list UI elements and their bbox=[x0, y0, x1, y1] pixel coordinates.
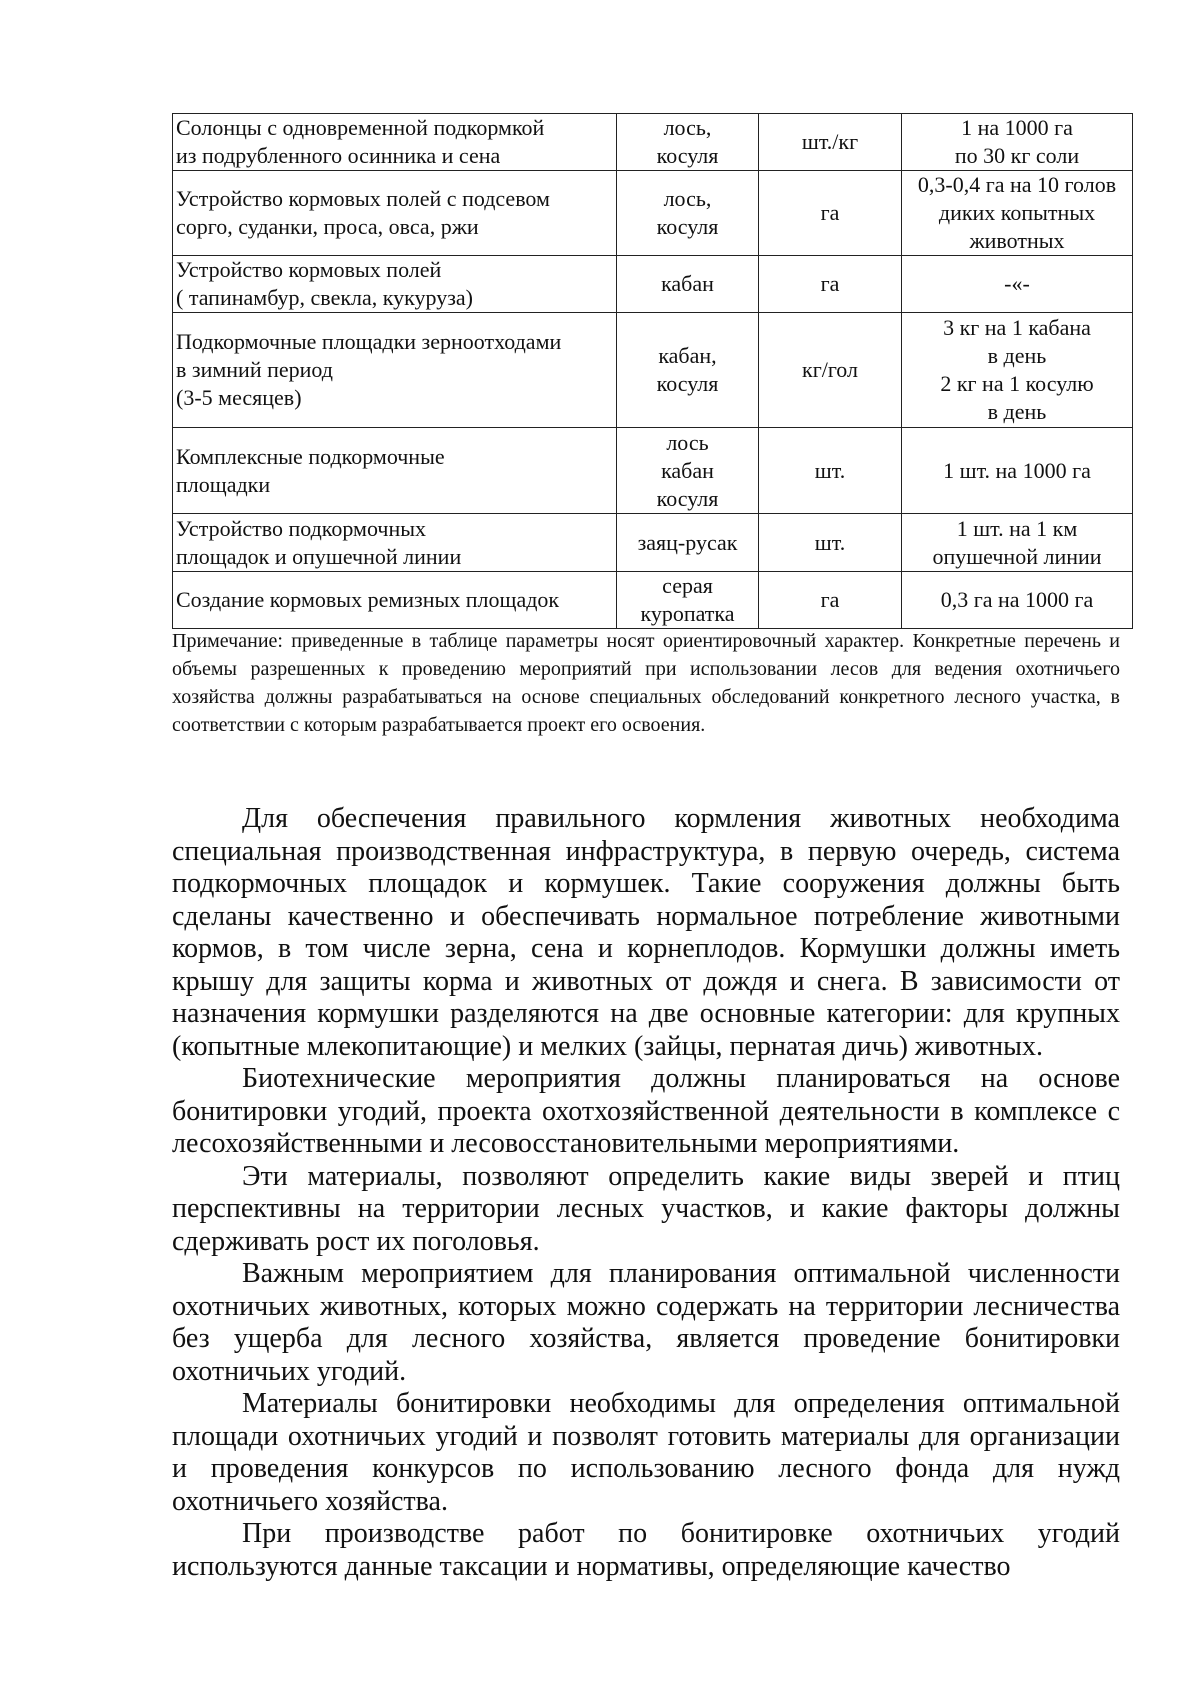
cell-line: в день bbox=[987, 343, 1047, 368]
unit-cell bbox=[759, 428, 902, 514]
cell-line: косуля bbox=[656, 143, 719, 168]
cell-line: 1 на 1000 га bbox=[961, 115, 1073, 140]
unit-cell bbox=[759, 313, 902, 428]
norm-cell bbox=[902, 313, 1133, 428]
cell-line: Устройство подкормочных bbox=[176, 515, 427, 541]
cell-line: Устройство кормовых полей с подсевом bbox=[176, 186, 550, 211]
measure-cell bbox=[173, 256, 617, 313]
species-cell bbox=[617, 572, 759, 629]
cell-line: Устройство кормовых полей bbox=[176, 257, 442, 282]
unit-cell bbox=[759, 572, 902, 629]
table-row bbox=[173, 428, 1133, 514]
table-row bbox=[173, 256, 1133, 313]
cell-line: га bbox=[820, 271, 840, 296]
cell-line: в день bbox=[987, 399, 1047, 424]
species-cell bbox=[617, 428, 759, 514]
paragraph: При производстве работ по бонитировке охотничьих угодий используются данные таксации и нормативы, определяющие качество bbox=[172, 1518, 1120, 1582]
paragraph: Для обеспечения правильного кормления животных необходима специальная производственная инфраструктура, в первую очередь, система подкормочных площадок и кормушек. Такие сооружения должны быть сделаны качественно и обеспечивать нормальное потребление животными кормов, в том числе зерна, сена и корнеплодов. Кормушки должны иметь крышу для защиты корма и животных от дождя и снега. В зависимости от назначения кормушки разделяются на две основные категории: для крупных (копытные млекопитающие) и мелких (зайцы, пернатая дичь) животных. bbox=[172, 803, 1120, 1062]
species-cell bbox=[617, 514, 759, 572]
norm-cell bbox=[902, 514, 1133, 572]
measure-cell bbox=[173, 171, 617, 256]
cell-line: по 30 кг соли bbox=[954, 143, 1080, 168]
measure-cell bbox=[173, 313, 617, 428]
cell-line: в зимний период bbox=[176, 357, 333, 382]
unit-cell bbox=[759, 114, 902, 171]
measure-cell bbox=[173, 572, 617, 629]
cell-line: ( тапинамбур, свекла, кукуруза) bbox=[176, 285, 474, 310]
cell-line: Подкормочные площадки зерноотходами bbox=[176, 329, 562, 354]
cell-line: заяц-русак bbox=[637, 529, 738, 555]
cell-line: кг/гол bbox=[802, 357, 858, 382]
table-row bbox=[173, 114, 1133, 171]
cell-line: 1 шт. на 1000 га bbox=[943, 457, 1091, 483]
norm-cell bbox=[902, 114, 1133, 171]
measure-cell bbox=[173, 428, 617, 514]
cell-line: 0,3 га на 1000 га bbox=[940, 587, 1094, 612]
cell-line: серая bbox=[662, 573, 713, 598]
paragraph: Материалы бонитировки необходимы для определения оптимальной площади охотничьих угодий и позволят готовить материалы для организации и проведения конкурсов по использованию лесного фонда для нужд охотничьего хозяйства. bbox=[172, 1388, 1120, 1517]
table-row bbox=[173, 313, 1133, 428]
cell-line: опушечной линии bbox=[932, 543, 1102, 569]
cell-line: лось bbox=[666, 429, 709, 455]
paragraph: Важным мероприятием для планирования оптимальной численности охотничьих животных, которых можно содержать на территории лесничества без ущерба для лесного хозяйства, является проведение бонитировки охотничьих угодий. bbox=[172, 1258, 1120, 1387]
cell-line: 1 шт. на 1 км bbox=[956, 515, 1078, 541]
norm-cell bbox=[902, 428, 1133, 514]
cell-line: (3-5 месяцев) bbox=[176, 385, 302, 410]
cell-line: косуля bbox=[656, 485, 719, 511]
table-row bbox=[173, 572, 1133, 629]
unit-cell bbox=[759, 256, 902, 313]
cell-line: 2 кг на 1 косулю bbox=[940, 371, 1094, 396]
cell-line: из подрубленного осинника и сена bbox=[176, 143, 501, 168]
species-cell bbox=[617, 313, 759, 428]
cell-line: кабан, bbox=[658, 343, 717, 368]
cell-line: косуля bbox=[656, 214, 719, 239]
unit-cell bbox=[759, 514, 902, 572]
table-row bbox=[173, 514, 1133, 572]
unit-cell bbox=[759, 171, 902, 256]
species-cell bbox=[617, 114, 759, 171]
norm-cell bbox=[902, 171, 1133, 256]
cell-line: косуля bbox=[656, 371, 719, 396]
cell-line: диких копытных bbox=[938, 200, 1096, 225]
paragraph: Эти материалы, позволяют определить какие виды зверей и птиц перспективны на территории лесных участков, и какие факторы должны сдерживать рост их поголовья. bbox=[172, 1160, 1120, 1257]
cell-line: лось, bbox=[663, 186, 712, 211]
cell-line: сорго, суданки, проса, овса, ржи bbox=[176, 214, 479, 239]
cell-line: Комплексные подкормочные bbox=[176, 443, 445, 469]
cell-line: га bbox=[820, 200, 840, 225]
measure-cell bbox=[173, 114, 617, 171]
cell-line: 3 кг на 1 кабана bbox=[943, 315, 1091, 340]
cell-line: животных bbox=[969, 228, 1065, 253]
cell-line: Солонцы с одновременной подкормкой bbox=[176, 115, 545, 140]
table-body bbox=[173, 114, 1133, 629]
table-row bbox=[173, 171, 1133, 256]
measure-cell bbox=[173, 514, 617, 572]
norm-cell bbox=[902, 572, 1133, 629]
cell-line: кабан bbox=[661, 271, 714, 296]
cell-line: куропатка bbox=[640, 601, 735, 626]
biotech-measures-table bbox=[172, 113, 1133, 629]
cell-line: шт. bbox=[814, 457, 846, 483]
body-text bbox=[172, 803, 1120, 1583]
cell-line: лось, bbox=[663, 115, 712, 140]
species-cell bbox=[617, 256, 759, 313]
cell-line: шт./кг bbox=[801, 129, 859, 154]
paragraph: Биотехнические мероприятия должны планироваться на основе бонитировки угодий, проекта охотхозяйственной деятельности в комплексе с лесохозяйственными и лесовосстановительными мероприятиями. bbox=[172, 1063, 1120, 1159]
cell-line: 0,3-0,4 га на 10 голов bbox=[917, 172, 1117, 197]
cell-line: шт. bbox=[814, 529, 846, 555]
cell-line: -«- bbox=[1004, 271, 1030, 296]
cell-line: га bbox=[820, 587, 840, 612]
cell-line: Создание кормовых ремизных площадок bbox=[176, 587, 560, 612]
cell-line: кабан bbox=[661, 457, 714, 483]
cell-line: площадки bbox=[176, 471, 271, 497]
table-note: Примечание: приведенные в таблице параметры носят ориентировочный характер. Конкретные перечень и объемы разрешенных к проведению мероприятий при использовании лесов для ведения охотничьего хозяйства должны разрабатываться на основе специальных обследований конкретного лесного участка, в соответствии с которым разрабатывается проект его освоения. bbox=[172, 630, 1120, 736]
cell-line: площадок и опушечной линии bbox=[176, 543, 462, 569]
norm-cell bbox=[902, 256, 1133, 313]
species-cell bbox=[617, 171, 759, 256]
